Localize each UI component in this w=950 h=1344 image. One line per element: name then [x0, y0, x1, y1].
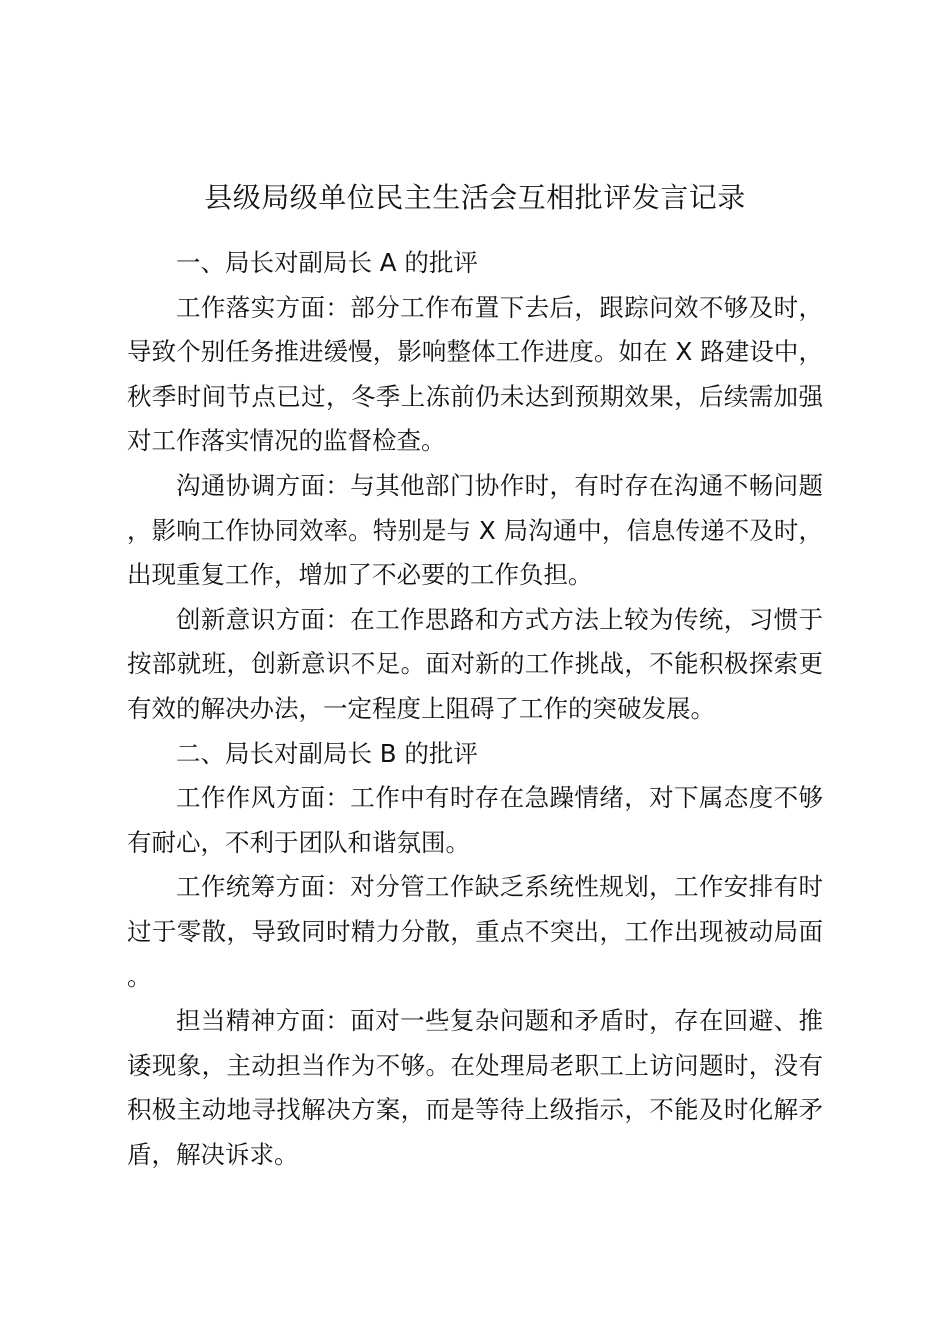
- paragraph: 创新意识方面：在工作思路和方式方法上较为传统，习惯于按部就班，创新意识不足。面对新的工作挑战，不能积极探索更有效的解决办法，一定程度上阻碍了工作的突破发展。: [127, 604, 823, 723]
- section-heading: 二、局长对副局长 B 的批评: [176, 738, 478, 768]
- section-heading: 一、局长对副局长 A 的批评: [176, 248, 478, 277]
- paragraph: 工作落实方面：部分工作布置下去后，跟踪问效不够及时，导致个别任务推进缓慢，影响整体工作进度。如在 X 路建设中，秋季时间节点已过，冬季上冻前仍未达到预期效果，后续需加强对工作落实情况的监督检查。: [127, 292, 823, 456]
- paragraph: 担当精神方面：面对一些复杂问题和矛盾时，存在回避、推诿现象，主动担当作为不够。在处理局老职工上访问题时，没有积极主动地寻找解决方案，而是等待上级指示，不能及时化解矛盾，解决诉求。: [127, 1006, 823, 1169]
- paragraph: 工作作风方面：工作中有时存在急躁情绪，对下属态度不够有耐心，不利于团队和谐氛围。: [127, 783, 823, 857]
- document-body: [127, 241, 823, 1177]
- paragraph: 沟通协调方面：与其他部门协作时，有时存在沟通不畅问题，影响工作协同效率。特别是与 X 局沟通中，信息传递不及时，出现重复工作，增加了不必要的工作负担。: [127, 470, 823, 590]
- document-title: 县级局级单位民主生活会互相批评发言记录: [204, 181, 746, 214]
- paragraph: 工作统筹方面：对分管工作缺乏系统性规划，工作安排有时过于零散，导致同时精力分散，重点不突出，工作出现被动局面。: [127, 872, 823, 991]
